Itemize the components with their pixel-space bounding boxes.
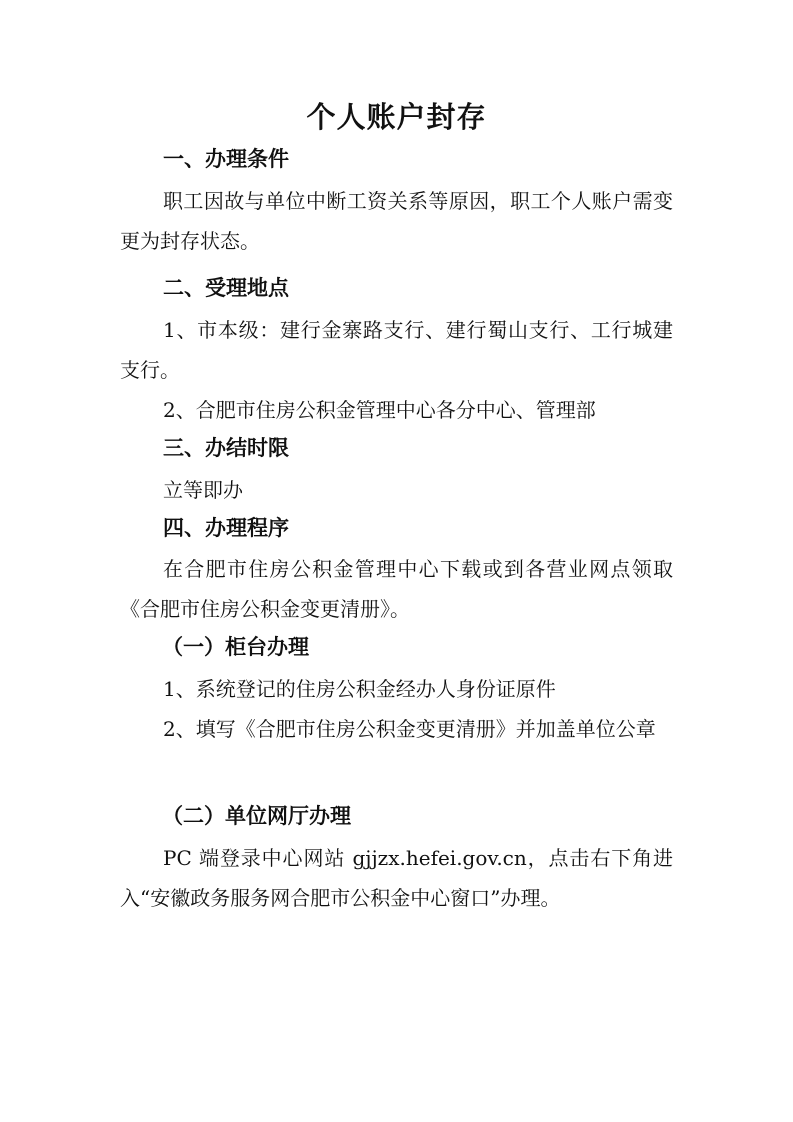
section-heading-location: 二、受理地点	[163, 276, 289, 300]
conditions-text: 职工因故与单位中断工资关系等原因，职工个人账户需变更为封存状态。	[120, 189, 673, 253]
counter-item-2: 2、填写《合肥市住房公积金变更清册》并加盖单位公章	[163, 717, 656, 741]
subsection-heading-counter: （一）柜台办理	[162, 635, 309, 659]
section-heading-conditions: 一、办理条件	[163, 147, 289, 171]
location-item-1: 1、市本级：建行金寨路支行、建行蜀山支行、工行城建支行。	[120, 318, 673, 382]
document-title: 个人账户封存	[306, 100, 487, 134]
section-heading-time-limit: 三、办结时限	[163, 436, 289, 460]
subsection-heading-online: （二）单位网厅办理	[162, 804, 351, 828]
procedure-intro: 在合肥市住房公积金管理中心下载或到各营业网点领取《合肥市住房公积金变更清册》。	[120, 557, 673, 621]
online-text: PC 端登录中心网站 gjjzx.hefei.gov.cn，点击右下角进入“安徽政务服务网合肥市公积金中心窗口”办理。	[120, 846, 673, 910]
time-limit-text: 立等即办	[163, 478, 243, 502]
section-heading-procedure: 四、办理程序	[163, 516, 289, 540]
location-item-2: 2、合肥市住房公积金管理中心各分中心、管理部	[163, 398, 596, 422]
counter-item-1: 1、系统登记的住房公积金经办人身份证原件	[163, 677, 556, 701]
